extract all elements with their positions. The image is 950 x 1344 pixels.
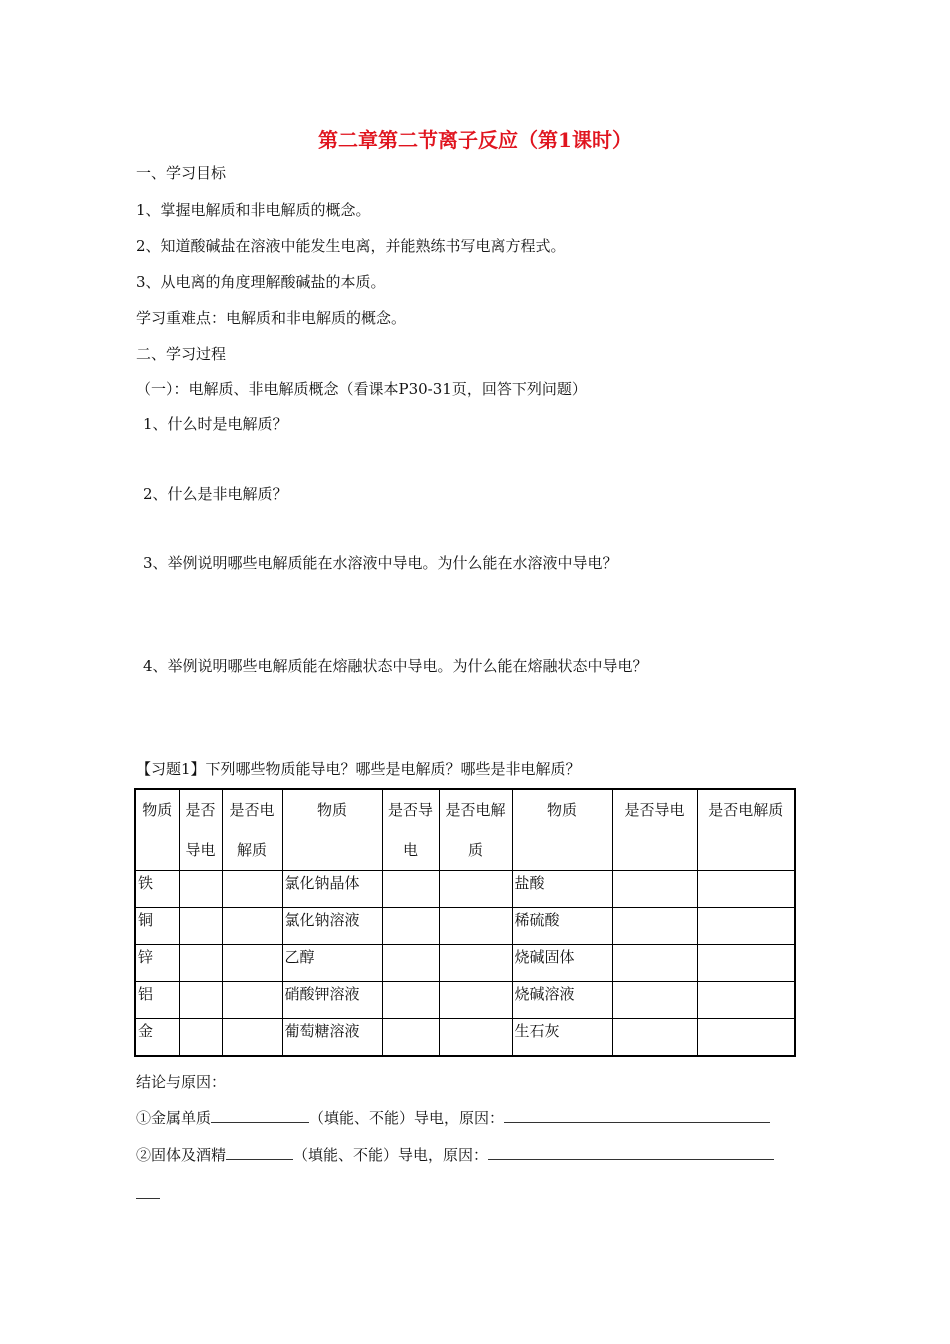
substance-cell: 葡萄糖溶液 [282, 1019, 382, 1057]
answer-cell[interactable] [222, 908, 282, 945]
blank-answer[interactable] [211, 1108, 309, 1123]
goal-item: 3、从电离的角度理解酸碱盐的本质。 [136, 273, 386, 291]
answer-cell[interactable] [439, 1019, 512, 1057]
answer-cell[interactable] [382, 871, 439, 908]
conclusion-label: 结论与原因： [136, 1073, 227, 1091]
question-2: 2、什么是非电解质？ [143, 485, 288, 503]
answer-cell[interactable] [179, 982, 222, 1019]
answer-cell[interactable] [697, 908, 795, 945]
header-cell: 是否电解质 [697, 789, 795, 871]
answer-cell[interactable] [612, 945, 697, 982]
conclusion-line-2 [136, 1145, 774, 1165]
answer-cell[interactable] [439, 871, 512, 908]
blank-continuation[interactable] [136, 1198, 160, 1199]
exercise-table [134, 788, 796, 1057]
blank-reason[interactable] [488, 1145, 774, 1160]
goal-item: 2、知道酸碱盐在溶液中能发生电离，并能熟练书写电离方程式。 [136, 237, 566, 255]
answer-cell[interactable] [697, 871, 795, 908]
blank-answer[interactable] [226, 1145, 293, 1160]
question-1: 1、什么时是电解质？ [143, 415, 288, 433]
section-heading-process: 二、学习过程 [136, 345, 227, 363]
key-points: 学习重难点：电解质和非电解质的概念。 [136, 309, 407, 327]
substance-cell: 烧碱固体 [512, 945, 612, 982]
substance-cell: 盐酸 [512, 871, 612, 908]
question-3: 3、举例说明哪些电解质能在水溶液中导电。为什么能在水溶液中导电？ [143, 554, 618, 572]
answer-cell[interactable] [612, 871, 697, 908]
header-cell: 是否电解质 [222, 789, 282, 871]
answer-cell[interactable] [179, 871, 222, 908]
answer-cell[interactable] [382, 908, 439, 945]
substance-cell: 稀硫酸 [512, 908, 612, 945]
table-row [135, 908, 795, 945]
exercise-1-prompt: 【习题1】下列哪些物质能导电？哪些是电解质？哪些是非电解质？ [136, 760, 581, 778]
conclusion-line-1 [136, 1108, 770, 1128]
substance-cell: 金 [135, 1019, 179, 1057]
answer-cell[interactable] [222, 945, 282, 982]
conclusion-2-prompt: （填能、不能）导电，原因： [293, 1146, 489, 1164]
conclusion-1-prompt: （填能、不能）导电，原因： [309, 1109, 505, 1127]
header-cell: 是否导电 [179, 789, 222, 871]
substance-cell: 锌 [135, 945, 179, 982]
substance-cell: 铝 [135, 982, 179, 1019]
conclusion-1-subject: ①金属单质 [136, 1109, 212, 1127]
goal-item: 1、掌握电解质和非电解质的概念。 [136, 201, 371, 219]
answer-cell[interactable] [179, 945, 222, 982]
answer-cell[interactable] [439, 945, 512, 982]
answer-cell[interactable] [382, 1019, 439, 1057]
answer-cell[interactable] [612, 982, 697, 1019]
answer-cell[interactable] [612, 908, 697, 945]
substance-cell: 乙醇 [282, 945, 382, 982]
page-title: 第二章第二节离子反应（第1课时） [318, 128, 632, 152]
substance-cell: 铁 [135, 871, 179, 908]
substance-cell: 氯化钠晶体 [282, 871, 382, 908]
header-cell: 物质 [282, 789, 382, 871]
part-heading: （一）：电解质、非电解质概念（看课本P30-31页，回答下列问题） [136, 380, 587, 398]
blank-reason[interactable] [504, 1108, 770, 1123]
header-cell: 物质 [135, 789, 179, 871]
substance-cell: 烧碱溶液 [512, 982, 612, 1019]
answer-cell[interactable] [179, 908, 222, 945]
answer-cell[interactable] [697, 945, 795, 982]
answer-cell[interactable] [439, 982, 512, 1019]
header-cell: 物质 [512, 789, 612, 871]
conclusion-2-subject: ②固体及酒精 [136, 1146, 227, 1164]
header-cell: 是否导电 [382, 789, 439, 871]
table-header-row [135, 789, 795, 871]
table-row [135, 945, 795, 982]
table-row [135, 871, 795, 908]
answer-cell[interactable] [612, 1019, 697, 1057]
substance-cell: 生石灰 [512, 1019, 612, 1057]
answer-cell[interactable] [222, 1019, 282, 1057]
table-row [135, 982, 795, 1019]
header-cell: 是否导电 [612, 789, 697, 871]
substance-cell: 氯化钠溶液 [282, 908, 382, 945]
answer-cell[interactable] [382, 982, 439, 1019]
substance-cell: 硝酸钾溶液 [282, 982, 382, 1019]
table-row [135, 1019, 795, 1057]
answer-cell[interactable] [697, 982, 795, 1019]
header-cell: 是否电解质 [439, 789, 512, 871]
answer-cell[interactable] [382, 945, 439, 982]
answer-cell[interactable] [222, 871, 282, 908]
substance-cell: 铜 [135, 908, 179, 945]
section-heading-goals: 一、学习目标 [136, 164, 227, 182]
answer-cell[interactable] [222, 982, 282, 1019]
answer-cell[interactable] [439, 908, 512, 945]
answer-cell[interactable] [179, 1019, 222, 1057]
question-4: 4、举例说明哪些电解质能在熔融状态中导电。为什么能在熔融状态中导电？ [143, 657, 648, 675]
answer-cell[interactable] [697, 1019, 795, 1057]
